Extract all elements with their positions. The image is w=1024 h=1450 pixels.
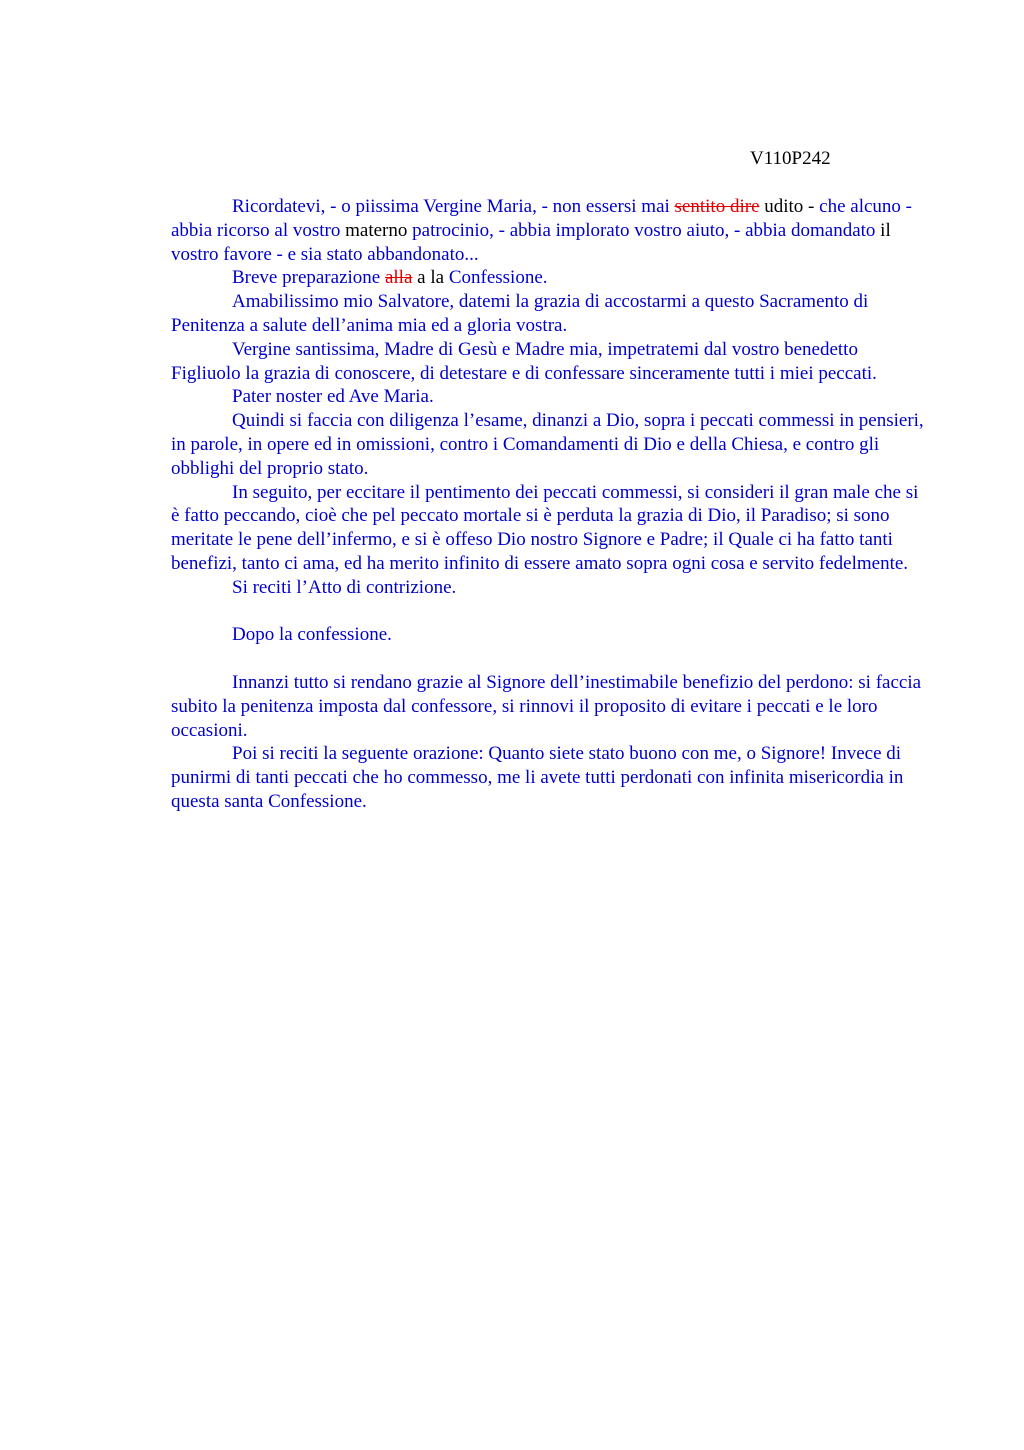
text-run: patrocinio, - abbia implorato vostro aiuto, - abbia [407, 219, 787, 241]
text-run: domandato [790, 219, 881, 241]
inserted-text: udito - [759, 196, 815, 217]
text-run: alcuno - abbia ricorso al vostro [171, 196, 912, 241]
blank-line [171, 647, 931, 671]
text-run: che [814, 196, 846, 217]
paragraph-amabilissimo: Amabilissimo mio Salvatore, datemi la grazia di accostarmi a questo Sacramento di Penitenza a salute dell’anima mia ed a gloria vostra. [171, 291, 869, 336]
paragraph-vergine-santissima: Vergine santissima, Madre di Gesù e Madre mia, impetratemi dal vostro benedetto Figliuolo la grazia di conoscere, di detestare e di confessare sinceramente tutti i miei peccati. [171, 338, 877, 384]
paragraph-innanzi-tutto: Innanzi tutto si rendano grazie al Signore dell’inestimabile benefizio del perdono: si faccia subito la penitenza imposta dal confessore, si rinnovi il proposito di evitare i peccati e le loro occasioni. [171, 671, 922, 741]
inserted-text: a la [412, 267, 445, 289]
page-identifier: V110P242 [750, 148, 831, 169]
paragraph-pentimento: In seguito, per eccitare il pentimento dei peccati commessi, si consideri il gran male che si è fatto peccando, cioè che pel peccato mortale si è perduta la grazia di Dio, il Paradiso; si sono meritate le pene dell’infermo, e si è offeso Dio nostro Signore e Padre; il Quale ci ha fatto tanti benefizi, tanto ci ama, ed ha merito infinito di essere amato sopra ogni cosa e servito fedelmente. [171, 481, 919, 574]
document-body [171, 195, 931, 814]
inserted-text: materno [345, 219, 408, 241]
inserted-text: il [880, 219, 891, 241]
text-run: Confessione. [444, 267, 548, 289]
paragraph-breve-preparazione [171, 266, 931, 290]
paragraph-pater-noster: Pater noster ed Ave Maria. [232, 386, 434, 408]
text-run: vostro favore - e sia stato abbandonato... [171, 243, 479, 265]
deleted-text: alla [384, 267, 413, 289]
paragraph-dopo-confessione: Dopo la confessione. [232, 624, 392, 646]
paragraph-ricordatevi [171, 195, 931, 266]
paragraph-esame: Quindi si faccia con diligenza l’esame, dinanzi a Dio, sopra i peccati commessi in pensieri, in parole, in opere ed in omissioni, contro i Comandamenti di Dio e della Chiesa, e contro gli obblighi del proprio stato. [171, 410, 924, 479]
paragraph-orazione: Poi si reciti la seguente orazione: Quanto siete stato buono con me, o Signore! Invece di punirmi di tanti peccati che ho commesso, me li avete tutti perdonati con infinita misericordia in questa santa Confessione. [171, 743, 904, 812]
deleted-text: sentito dire [674, 196, 760, 217]
text-run: Ricordatevi, - o piissima Vergine Maria, - non essersi mai [232, 196, 675, 217]
paragraph-atto-contrizione: Si reciti l’Atto di contrizione. [232, 576, 457, 598]
text-run: Breve preparazione [232, 267, 385, 289]
blank-line [171, 600, 931, 624]
